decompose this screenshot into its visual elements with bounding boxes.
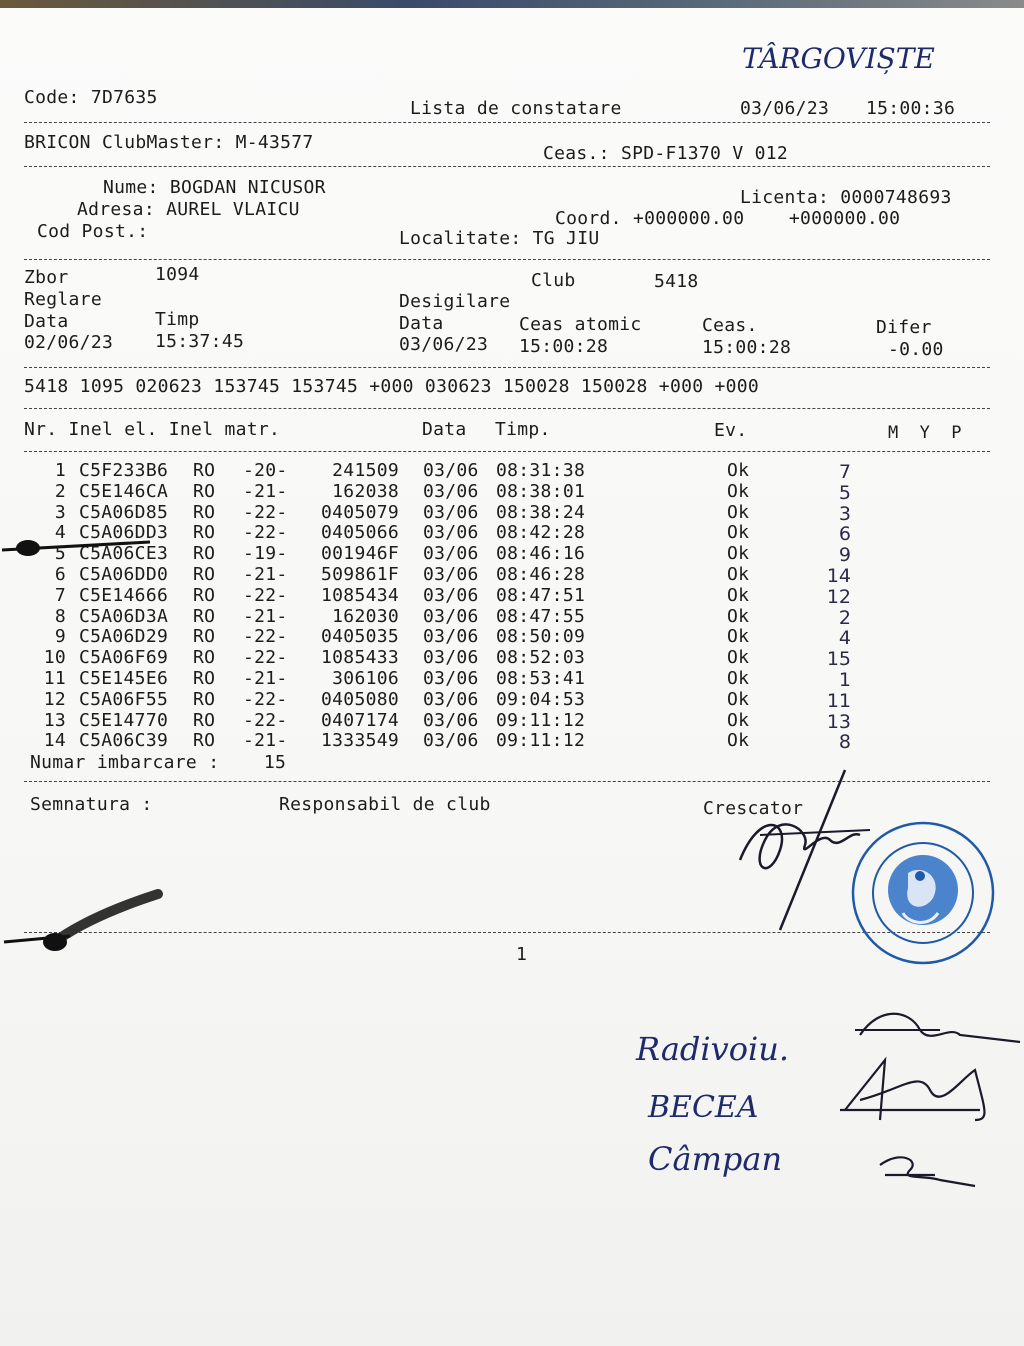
ring-country: RO: [193, 501, 216, 523]
event-status: Ok: [727, 647, 750, 669]
difer-label: Difer: [876, 317, 932, 338]
table-header-rings: Nr. Inel el. Inel matr.: [24, 419, 281, 440]
handwritten-rank: 9: [838, 544, 851, 567]
timp-label: Timp: [155, 309, 200, 330]
ring-year: -21-: [243, 605, 288, 627]
data2-label: Data: [399, 313, 444, 334]
atomic-clock-time: 15:00:28: [519, 336, 609, 357]
ring-number: 509861F: [321, 564, 399, 585]
arrival-date: 03/06: [423, 460, 479, 481]
ring-year: -22-: [243, 688, 288, 710]
table-row: [0, 711, 1024, 732]
table-row: [0, 669, 1024, 690]
handwritten-rank: 14: [826, 565, 851, 587]
committee-signatures: [840, 1000, 1020, 1200]
table-row: [0, 586, 1024, 607]
desigilare-label: Desigilare: [399, 291, 511, 312]
arrival-date: 03/06: [423, 605, 479, 627]
event-status: Ok: [727, 626, 750, 648]
ring-electronic: C5E14770: [79, 709, 169, 731]
staple-mark-bottom: [0, 888, 170, 958]
reglare-label: Reglare: [24, 289, 102, 310]
event-status: Ok: [727, 584, 750, 606]
ring-year: -22-: [243, 626, 288, 648]
header-date: 03/06/23: [740, 98, 830, 119]
difference: -0.00: [888, 339, 944, 360]
row-number: 12: [43, 688, 66, 710]
ring-number: 1085433: [321, 647, 399, 669]
ring-country: RO: [193, 709, 216, 731]
row-number: 6: [54, 564, 66, 585]
handwritten-rank: 13: [826, 710, 851, 733]
divider: [24, 166, 990, 167]
data-label: Data: [24, 311, 69, 332]
reglare-date: 02/06/23: [24, 332, 114, 353]
desigilare-date: 03/06/23: [399, 334, 489, 355]
owner-name: Nume: BOGDAN NICUSOR: [103, 177, 326, 198]
ring-electronic: C5E145E6: [79, 668, 169, 689]
ring-number: 0405079: [321, 501, 399, 523]
ring-country: RO: [193, 543, 216, 565]
ring-country: RO: [193, 626, 216, 648]
row-number: 13: [43, 709, 66, 731]
divider: [24, 259, 990, 260]
zbor-label: Zbor: [24, 267, 69, 288]
arrival-time: 08:50:09: [496, 626, 586, 648]
ring-number: 306106: [332, 668, 399, 689]
reglare-time: 15:37:45: [155, 331, 245, 352]
handwritten-rank: 7: [838, 461, 851, 483]
ring-electronic: C5A06D85: [79, 501, 169, 523]
staple-mark-top: [0, 528, 160, 568]
ceas-label: Ceas.: [702, 315, 758, 336]
arrival-date: 03/06: [423, 480, 479, 502]
row-number: 9: [54, 626, 66, 648]
arrival-date: 03/06: [423, 564, 479, 585]
ring-year: -22-: [243, 709, 288, 731]
row-number: 3: [54, 501, 66, 523]
event-status: Ok: [727, 730, 750, 752]
table-row: [0, 461, 1024, 482]
owner-address: Adresa: AUREL VLAICU: [77, 199, 300, 220]
clock-label: Ceas.: SPD-F1370 V 012: [543, 143, 789, 164]
arrival-date: 03/06: [423, 501, 479, 523]
arrival-time: 09:11:12: [496, 730, 586, 752]
arrival-time: 08:46:28: [496, 564, 586, 585]
handwritten-name-2: BECEA: [648, 1090, 759, 1125]
ring-number: 162038: [332, 480, 399, 502]
ring-country: RO: [193, 460, 216, 481]
table-header-myp: M Y P: [888, 423, 962, 443]
event-status: Ok: [727, 522, 750, 544]
arrival-time: 08:53:41: [496, 668, 586, 689]
handwritten-rank: 1: [838, 669, 851, 691]
arrival-date: 03/06: [423, 626, 479, 648]
ring-country: RO: [193, 688, 216, 710]
ring-year: -21-: [243, 564, 288, 585]
table-row: [0, 627, 1024, 648]
table-row: [0, 482, 1024, 503]
ring-year: -22-: [243, 584, 288, 606]
event-status: Ok: [727, 605, 750, 627]
row-number: 11: [43, 668, 66, 689]
ring-number: 0405080: [321, 688, 399, 710]
handwritten-location: TÂRGOVIȘTE: [742, 42, 935, 75]
ring-electronic: C5E146CA: [79, 480, 169, 502]
clock-time: 15:00:28: [702, 337, 792, 358]
ring-electronic: C5A06D3A: [79, 605, 169, 627]
handwritten-rank: 8: [838, 731, 851, 754]
ring-country: RO: [193, 730, 216, 752]
header-time: 15:00:36: [866, 98, 956, 119]
ring-number: 1333549: [321, 730, 399, 752]
event-status: Ok: [727, 543, 750, 565]
arrival-time: 09:11:12: [496, 709, 586, 731]
arrival-time: 08:46:16: [496, 543, 586, 565]
divider: [24, 451, 990, 452]
arrival-date: 03/06: [423, 668, 479, 689]
handwritten-rank: 5: [838, 481, 851, 504]
ring-year: -21-: [243, 730, 288, 752]
event-status: Ok: [727, 564, 750, 585]
arrival-date: 03/06: [423, 730, 479, 752]
table-header-data: Data: [422, 419, 467, 440]
row-number: 1: [54, 460, 66, 481]
code-line: 5418 1095 020623 153745 153745 +000 030623 150028 150028 +000 +000: [24, 376, 760, 397]
ring-country: RO: [193, 647, 216, 669]
ring-country: RO: [193, 605, 216, 627]
row-number: 2: [54, 480, 66, 502]
list-title: Lista de constatare: [410, 98, 622, 119]
table-row: [0, 648, 1024, 669]
ring-country: RO: [193, 522, 216, 544]
ring-electronic: C5A06F69: [79, 647, 169, 669]
divider: [24, 367, 990, 368]
row-number: 7: [54, 584, 66, 606]
handwritten-name-1: Radivoiu.: [636, 1030, 789, 1068]
handwritten-rank: 15: [826, 648, 851, 671]
code-label: Code: 7D7635: [24, 87, 158, 108]
event-status: Ok: [727, 668, 750, 689]
club-stamp: [848, 818, 998, 968]
handwritten-rank: 2: [838, 606, 851, 629]
ring-number: 001946F: [321, 543, 399, 565]
coordinates: Coord. +000000.00 +000000.00: [555, 208, 901, 229]
table-row: [0, 503, 1024, 524]
table-row: [0, 607, 1024, 628]
arrival-time: 08:52:03: [496, 647, 586, 669]
page-number: 1: [516, 944, 528, 965]
row-number: 4: [54, 522, 66, 544]
handwritten-name-3: Câmpan: [648, 1140, 783, 1178]
arrival-time: 08:42:28: [496, 522, 586, 544]
table-row: [0, 731, 1024, 752]
arrival-date: 03/06: [423, 522, 479, 544]
ring-number: 0407174: [321, 709, 399, 731]
club-label: Club: [531, 270, 576, 291]
ring-electronic: C5A06D29: [79, 626, 169, 648]
ring-year: -20-: [243, 460, 288, 481]
clubmaster-label: BRICON ClubMaster: M-43577: [24, 132, 314, 153]
ring-country: RO: [193, 668, 216, 689]
arrival-time: 08:38:01: [496, 480, 586, 502]
row-number: 8: [54, 605, 66, 627]
ring-number: 1085434: [321, 584, 399, 606]
arrival-time: 09:04:53: [496, 688, 586, 710]
arrival-time: 08:31:38: [496, 460, 586, 481]
event-status: Ok: [727, 688, 750, 710]
row-number: 5: [54, 543, 66, 565]
event-status: Ok: [727, 709, 750, 731]
ring-number: 0405066: [321, 522, 399, 544]
handwritten-rank: 3: [838, 502, 851, 525]
ring-year: -21-: [243, 668, 288, 689]
divider: [24, 408, 990, 409]
ring-electronic: C5A06DD3: [79, 522, 169, 544]
table-header-ev: Ev.: [714, 420, 748, 441]
ring-electronic: C5E14666: [79, 584, 169, 606]
event-status: Ok: [727, 460, 750, 481]
photo-top-edge: [0, 0, 1024, 8]
owner-postcode: Cod Post.:: [37, 221, 149, 242]
signature-label: Semnatura :: [30, 794, 153, 815]
arrival-date: 03/06: [423, 543, 479, 565]
ring-year: -21-: [243, 480, 288, 502]
row-number: 10: [43, 647, 66, 669]
handwritten-rank: 11: [826, 689, 851, 712]
ring-year: -22-: [243, 647, 288, 669]
club-value: 5418: [654, 271, 699, 292]
ring-country: RO: [193, 480, 216, 502]
arrival-date: 03/06: [423, 647, 479, 669]
ring-country: RO: [193, 564, 216, 585]
ring-number: 241509: [332, 460, 399, 481]
table-row: [0, 565, 1024, 586]
ring-year: -22-: [243, 501, 288, 523]
ring-number: 162030: [332, 605, 399, 627]
arrival-time: 08:38:24: [496, 501, 586, 523]
arrival-time: 08:47:51: [496, 584, 586, 606]
table-header-time: Timp.: [495, 419, 551, 440]
zbor-value: 1094: [155, 264, 200, 285]
numar-imbarcare: Numar imbarcare : 15: [30, 752, 287, 773]
ring-electronic: C5F233B6: [79, 460, 169, 481]
arrival-date: 03/06: [423, 688, 479, 710]
ring-number: 0405035: [321, 626, 399, 648]
event-status: Ok: [727, 480, 750, 502]
ring-year: -19-: [243, 543, 288, 565]
breeder-label: Crescator: [703, 798, 804, 819]
divider: [24, 122, 990, 123]
ring-electronic: C5A06DD0: [79, 564, 169, 585]
ring-country: RO: [193, 584, 216, 606]
arrival-time: 08:47:55: [496, 605, 586, 627]
arrival-date: 03/06: [423, 709, 479, 731]
handwritten-rank: 12: [826, 585, 851, 608]
ring-electronic: C5A06F55: [79, 688, 169, 710]
table-row: [0, 690, 1024, 711]
handwritten-rank: 6: [838, 523, 851, 546]
club-responsible-label: Responsabil de club: [279, 794, 491, 815]
ring-year: -22-: [243, 522, 288, 544]
handwritten-rank: 4: [838, 627, 851, 650]
ceas-atomic-label: Ceas atomic: [519, 314, 642, 335]
license-number: Licenta: 0000748693: [740, 187, 952, 208]
event-status: Ok: [727, 501, 750, 523]
arrival-date: 03/06: [423, 584, 479, 606]
row-number: 14: [43, 730, 66, 752]
ring-electronic: C5A06C39: [79, 730, 169, 752]
ring-electronic: C5A06CE3: [79, 543, 169, 565]
locality: Localitate: TG JIU: [399, 228, 600, 249]
